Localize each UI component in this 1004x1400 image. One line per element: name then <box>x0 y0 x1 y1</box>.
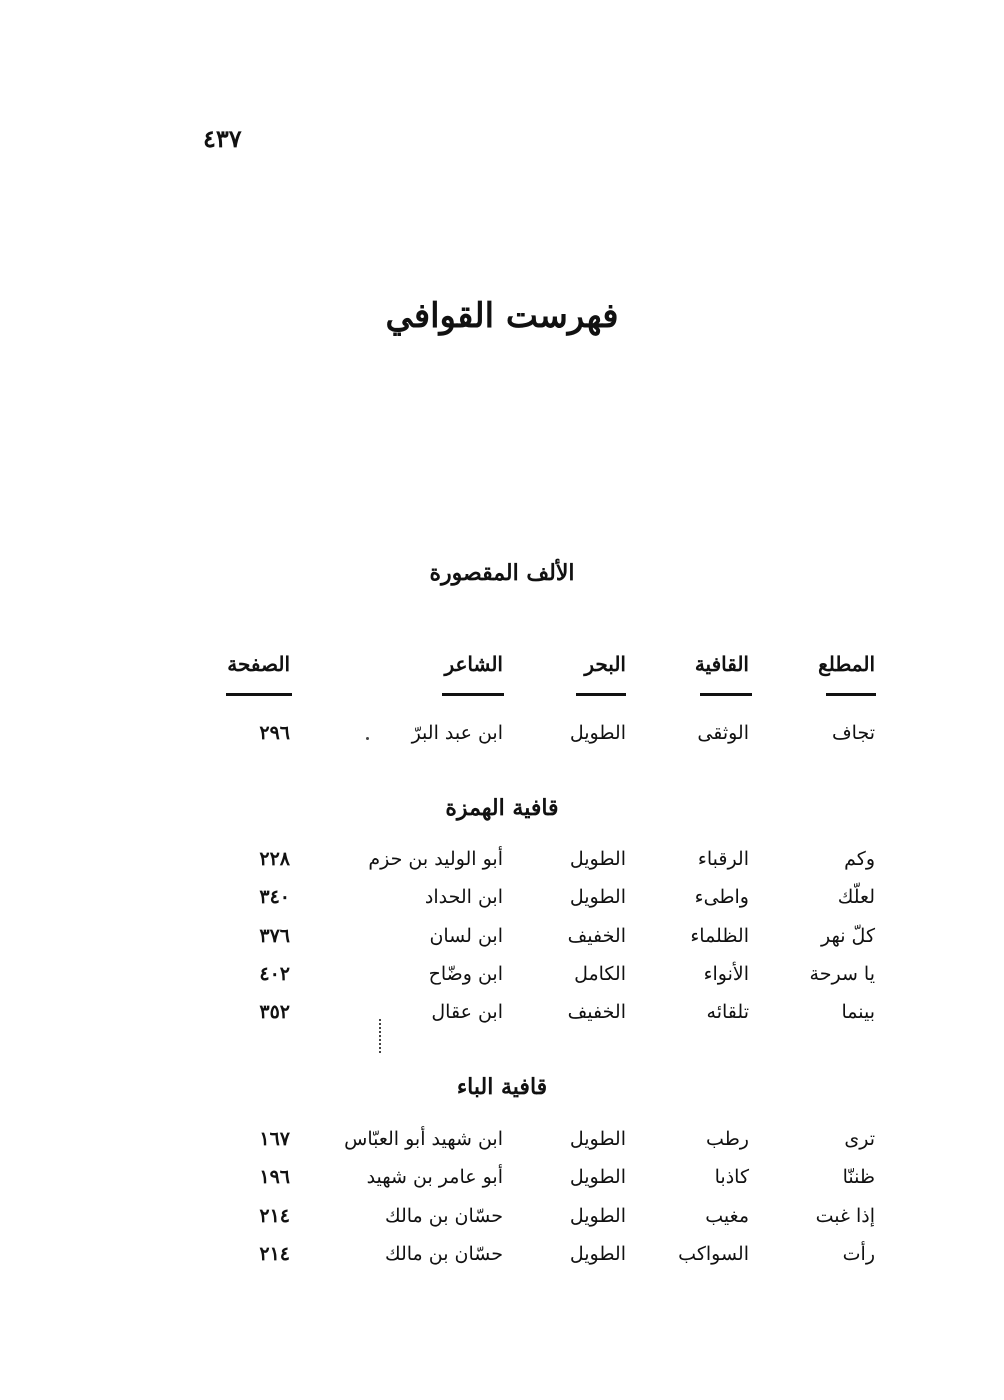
header-rule-qafiya <box>700 693 752 696</box>
cell-matla: رأت <box>842 1243 875 1265</box>
stray-dot <box>366 737 369 740</box>
cell-page: ٢١٤ <box>259 1243 290 1265</box>
section-title: الألف المقصورة <box>429 560 575 586</box>
cell-matla: ترى <box>844 1128 875 1150</box>
cell-page: ٢٢٨ <box>259 848 290 870</box>
cell-qafiya: تلقائه <box>706 1001 749 1023</box>
cell-shaer: ابن شهيد أبو العبّاس <box>344 1128 503 1150</box>
cell-qafiya: السواكب <box>678 1243 749 1265</box>
header-rule-bahr <box>576 693 626 696</box>
cell-shaer: أبو عامر بن شهيد <box>366 1166 503 1188</box>
cell-shaer: ابن وضّاح <box>428 963 503 985</box>
cell-bahr: الطويل <box>569 1205 626 1227</box>
cell-qafiya: الوثقى <box>697 722 749 744</box>
cell-bahr: الطويل <box>569 886 626 908</box>
header-rule-shaer <box>442 693 504 696</box>
cell-shaer: ابن لسان <box>429 925 503 947</box>
page-number: ٤٣٧ <box>203 124 242 153</box>
cell-qafiya: الرقباء <box>697 848 749 870</box>
cell-matla: كلّ نهر <box>820 925 875 947</box>
cell-shaer: حسّان بن مالك <box>384 1243 503 1265</box>
cell-qafiya: الظلماء <box>690 925 749 947</box>
cell-shaer: ابن الحداد <box>424 886 503 908</box>
cell-shaer: أبو الوليد بن حزم <box>368 848 503 870</box>
cell-matla: بينما <box>841 1001 875 1023</box>
section-title: قافية الباء <box>456 1074 548 1100</box>
cell-page: ١٩٦ <box>259 1166 290 1188</box>
cell-bahr: الطويل <box>569 1128 626 1150</box>
cell-bahr: الكامل <box>574 963 626 985</box>
cell-shaer: حسّان بن مالك <box>384 1205 503 1227</box>
cell-matla: ظننّا <box>842 1166 875 1188</box>
cell-qafiya: الأنواء <box>703 963 749 985</box>
header-page: الصفحة <box>227 652 290 676</box>
cell-matla: تجاف <box>831 722 875 744</box>
cell-page: ٣٤٠ <box>259 886 290 908</box>
header-rule-matla <box>826 693 876 696</box>
cell-bahr: الطويل <box>569 1166 626 1188</box>
header-shaer: الشاعر <box>444 652 503 676</box>
section-title: قافية الهمزة <box>445 795 559 821</box>
cell-page: ١٦٧ <box>259 1128 290 1150</box>
cell-bahr: الخفيف <box>567 1001 626 1023</box>
cell-bahr: الطويل <box>569 848 626 870</box>
page-title: فهرست القوافي <box>385 296 619 336</box>
cell-bahr: الخفيف <box>567 925 626 947</box>
cell-page: ٤٠٢ <box>259 963 290 985</box>
cell-matla: لعلّك <box>837 886 875 908</box>
cell-page: ٢٩٦ <box>259 722 290 744</box>
cell-shaer: ابن عبد البرّ <box>411 722 503 744</box>
cell-qafiya: مغيب <box>705 1205 749 1227</box>
header-matla: المطلع <box>818 652 875 676</box>
header-qafiya: القافية <box>694 652 749 676</box>
cell-qafiya: كاذبا <box>714 1166 749 1188</box>
cell-page: ٢١٤ <box>259 1205 290 1227</box>
cell-page: ٣٥٢ <box>259 1001 290 1023</box>
cell-matla: وكم <box>844 848 875 870</box>
cell-qafiya: واطىء <box>694 886 749 908</box>
cell-page: ٣٧٦ <box>259 925 290 947</box>
cell-matla: يا سرحة <box>809 963 875 985</box>
header-rule-page <box>226 693 292 696</box>
cell-qafiya: رطب <box>706 1128 749 1150</box>
cell-shaer: ابن عقال <box>431 1001 503 1023</box>
cell-bahr: الطويل <box>569 1243 626 1265</box>
cell-bahr: الطويل <box>569 722 626 744</box>
cell-matla: إذا غبت <box>815 1205 875 1227</box>
header-bahr: البحر <box>584 652 626 676</box>
dotted-mark <box>379 1019 381 1053</box>
